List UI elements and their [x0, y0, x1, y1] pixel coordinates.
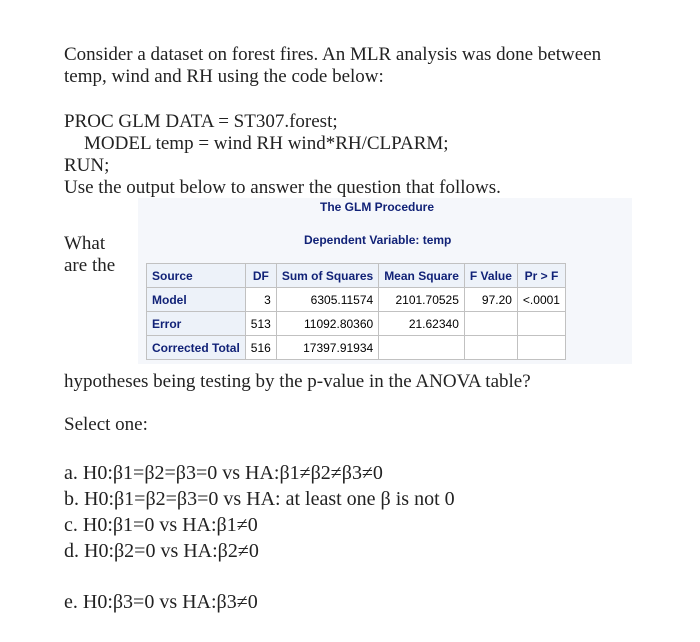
option-b[interactable]: b. H0:β1=β2=β3=0 vs HA: at least one β is not 0	[64, 488, 455, 510]
option-c[interactable]: c. H0:β1=0 vs HA:β1≠0	[64, 514, 258, 536]
table-row	[147, 336, 566, 360]
procedure-title: The GLM Procedure	[320, 200, 435, 214]
cell-p-value	[517, 312, 565, 336]
cell-mean-square: 2101.70525	[379, 288, 465, 312]
cell-sum-of-squares: 11092.80360	[276, 312, 378, 336]
question-part-2: are the	[64, 255, 116, 276]
row-label-error: Error	[147, 312, 246, 336]
code-line-3: RUN;	[64, 155, 110, 176]
header-pr-f: Pr > F	[517, 264, 565, 288]
anova-header-row	[147, 264, 566, 288]
cell-mean-square: 21.62340	[379, 312, 465, 336]
header-sum-of-squares: Sum of Squares	[276, 264, 378, 288]
anova-table	[146, 263, 566, 360]
header-f-value: F Value	[464, 264, 517, 288]
select-one-label: Select one:	[64, 414, 148, 435]
dependent-variable-title: Dependent Variable: temp	[304, 233, 452, 247]
cell-sum-of-squares: 17397.91934	[276, 336, 378, 360]
header-source: Source	[147, 264, 246, 288]
cell-sum-of-squares: 6305.11574	[276, 288, 378, 312]
instruction-text: Use the output below to answer the question that follows.	[64, 177, 501, 198]
cell-p-value	[517, 336, 565, 360]
cell-f-value	[464, 312, 517, 336]
option-d[interactable]: d. H0:β2=0 vs HA:β2≠0	[64, 540, 259, 562]
row-label-corrected-total: Corrected Total	[147, 336, 246, 360]
code-line-1: PROC GLM DATA = ST307.forest;	[64, 111, 338, 132]
option-a[interactable]: a. H0:β1=β2=β3=0 vs HA:β1≠β2≠β3≠0	[64, 462, 383, 484]
cell-mean-square	[379, 336, 465, 360]
table-row	[147, 288, 566, 312]
row-label-model: Model	[147, 288, 246, 312]
intro-line-1: Consider a dataset on forest fires. An MLR analysis was done between	[64, 44, 602, 65]
cell-df: 3	[245, 288, 276, 312]
option-e[interactable]: e. H0:β3=0 vs HA:β3≠0	[64, 591, 258, 613]
header-mean-square: Mean Square	[379, 264, 465, 288]
header-df: DF	[245, 264, 276, 288]
question-part-1: What	[64, 233, 106, 254]
code-line-2: MODEL temp = wind RH wind*RH/CLPARM;	[84, 133, 449, 154]
table-row	[147, 312, 566, 336]
cell-df: 513	[245, 312, 276, 336]
cell-df: 516	[245, 336, 276, 360]
cell-p-value: <.0001	[517, 288, 565, 312]
cell-f-value: 97.20	[464, 288, 517, 312]
question-part-3: hypotheses being testing by the p-value in the ANOVA table?	[64, 371, 531, 392]
cell-f-value	[464, 336, 517, 360]
intro-line-2: temp, wind and RH using the code below:	[64, 66, 384, 87]
